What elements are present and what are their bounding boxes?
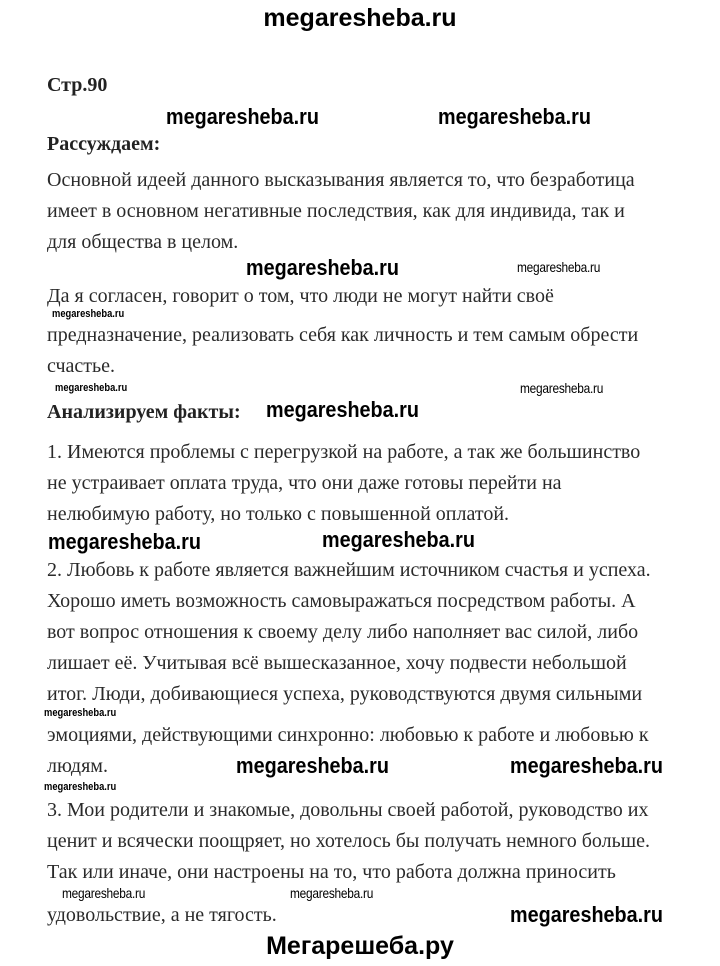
text-line: нелюбимую работу, но только с повышенной оплатой. bbox=[47, 503, 510, 525]
text-line: ценит и всячески поощряет, но хотелось бы получать немного больше. bbox=[47, 830, 650, 852]
text-line: 3. Мои родители и знакомые, довольны своей работой, руководство их bbox=[47, 799, 649, 821]
page-label: Стр.90 bbox=[47, 74, 108, 96]
text-line: для общества в целом. bbox=[47, 231, 239, 253]
text-line: итог. Люди, добивающиеся успеха, руководствуются двумя сильными bbox=[47, 683, 643, 705]
section-heading-facts: Анализируем факты: bbox=[47, 401, 241, 423]
section-heading-reasoning: Рассуждаем: bbox=[47, 133, 161, 155]
text-line: 1. Имеются проблемы с перегрузкой на работе, а так же большинство bbox=[47, 441, 641, 463]
watermark: megaresheba.ru bbox=[44, 707, 117, 719]
watermark: megaresheba.ru bbox=[510, 753, 663, 778]
text-line: предназначение, реализовать себя как личность и тем самым обрести bbox=[47, 324, 639, 346]
text-line: Основной идеей данного высказывания является то, что безработица bbox=[47, 169, 635, 191]
watermark: megaresheba.ru bbox=[438, 104, 591, 129]
watermark: megaresheba.ru bbox=[266, 397, 419, 422]
watermark: megaresheba.ru bbox=[48, 529, 201, 554]
watermark: megaresheba.ru bbox=[44, 781, 117, 793]
watermark: megaresheba.ru bbox=[517, 259, 601, 275]
text-line: не устраивает оплата труда, что они даже готовы перейти на bbox=[47, 472, 562, 494]
text-line: эмоциями, действующими синхронно: любовью к работе и любовью к bbox=[47, 724, 649, 746]
watermark: megaresheba.ru bbox=[290, 885, 374, 901]
watermark: megaresheba.ru bbox=[246, 255, 399, 280]
watermark: megaresheba.ru bbox=[322, 527, 475, 552]
watermark: megaresheba.ru bbox=[62, 885, 146, 901]
watermark: megaresheba.ru bbox=[236, 753, 389, 778]
site-header: megaresheba.ru bbox=[263, 4, 457, 32]
text-line: удовольствие, а не тягость. bbox=[47, 904, 277, 926]
text-line: Да я согласен, говорит о том, что люди не могут найти своё bbox=[47, 285, 554, 307]
text-line: имеет в основном негативные последствия, как для индивида, так и bbox=[47, 200, 625, 222]
text-line: людям. bbox=[47, 755, 108, 777]
text-line: Так или иначе, они настроены на то, что работа должна приносить bbox=[47, 861, 616, 883]
site-footer: Мегарешеба.ру bbox=[266, 932, 454, 960]
watermark: megaresheba.ru bbox=[52, 308, 125, 320]
text-line: лишает её. Учитывая всё вышесказанное, хочу подвести небольшой bbox=[47, 652, 627, 674]
text-line: счастье. bbox=[47, 355, 116, 377]
watermark: megaresheba.ru bbox=[166, 104, 319, 129]
watermark: megaresheba.ru bbox=[55, 382, 128, 394]
watermark: megaresheba.ru bbox=[510, 902, 663, 927]
text-line: вот вопрос отношения к своему делу либо наполняет вас силой, либо bbox=[47, 621, 639, 643]
text-line: 2. Любовь к работе является важнейшим источником счастья и успеха. bbox=[47, 559, 651, 581]
watermark: megaresheba.ru bbox=[520, 380, 604, 396]
text-line: Хорошо иметь возможность самовыражаться посредством работы. А bbox=[47, 590, 636, 612]
